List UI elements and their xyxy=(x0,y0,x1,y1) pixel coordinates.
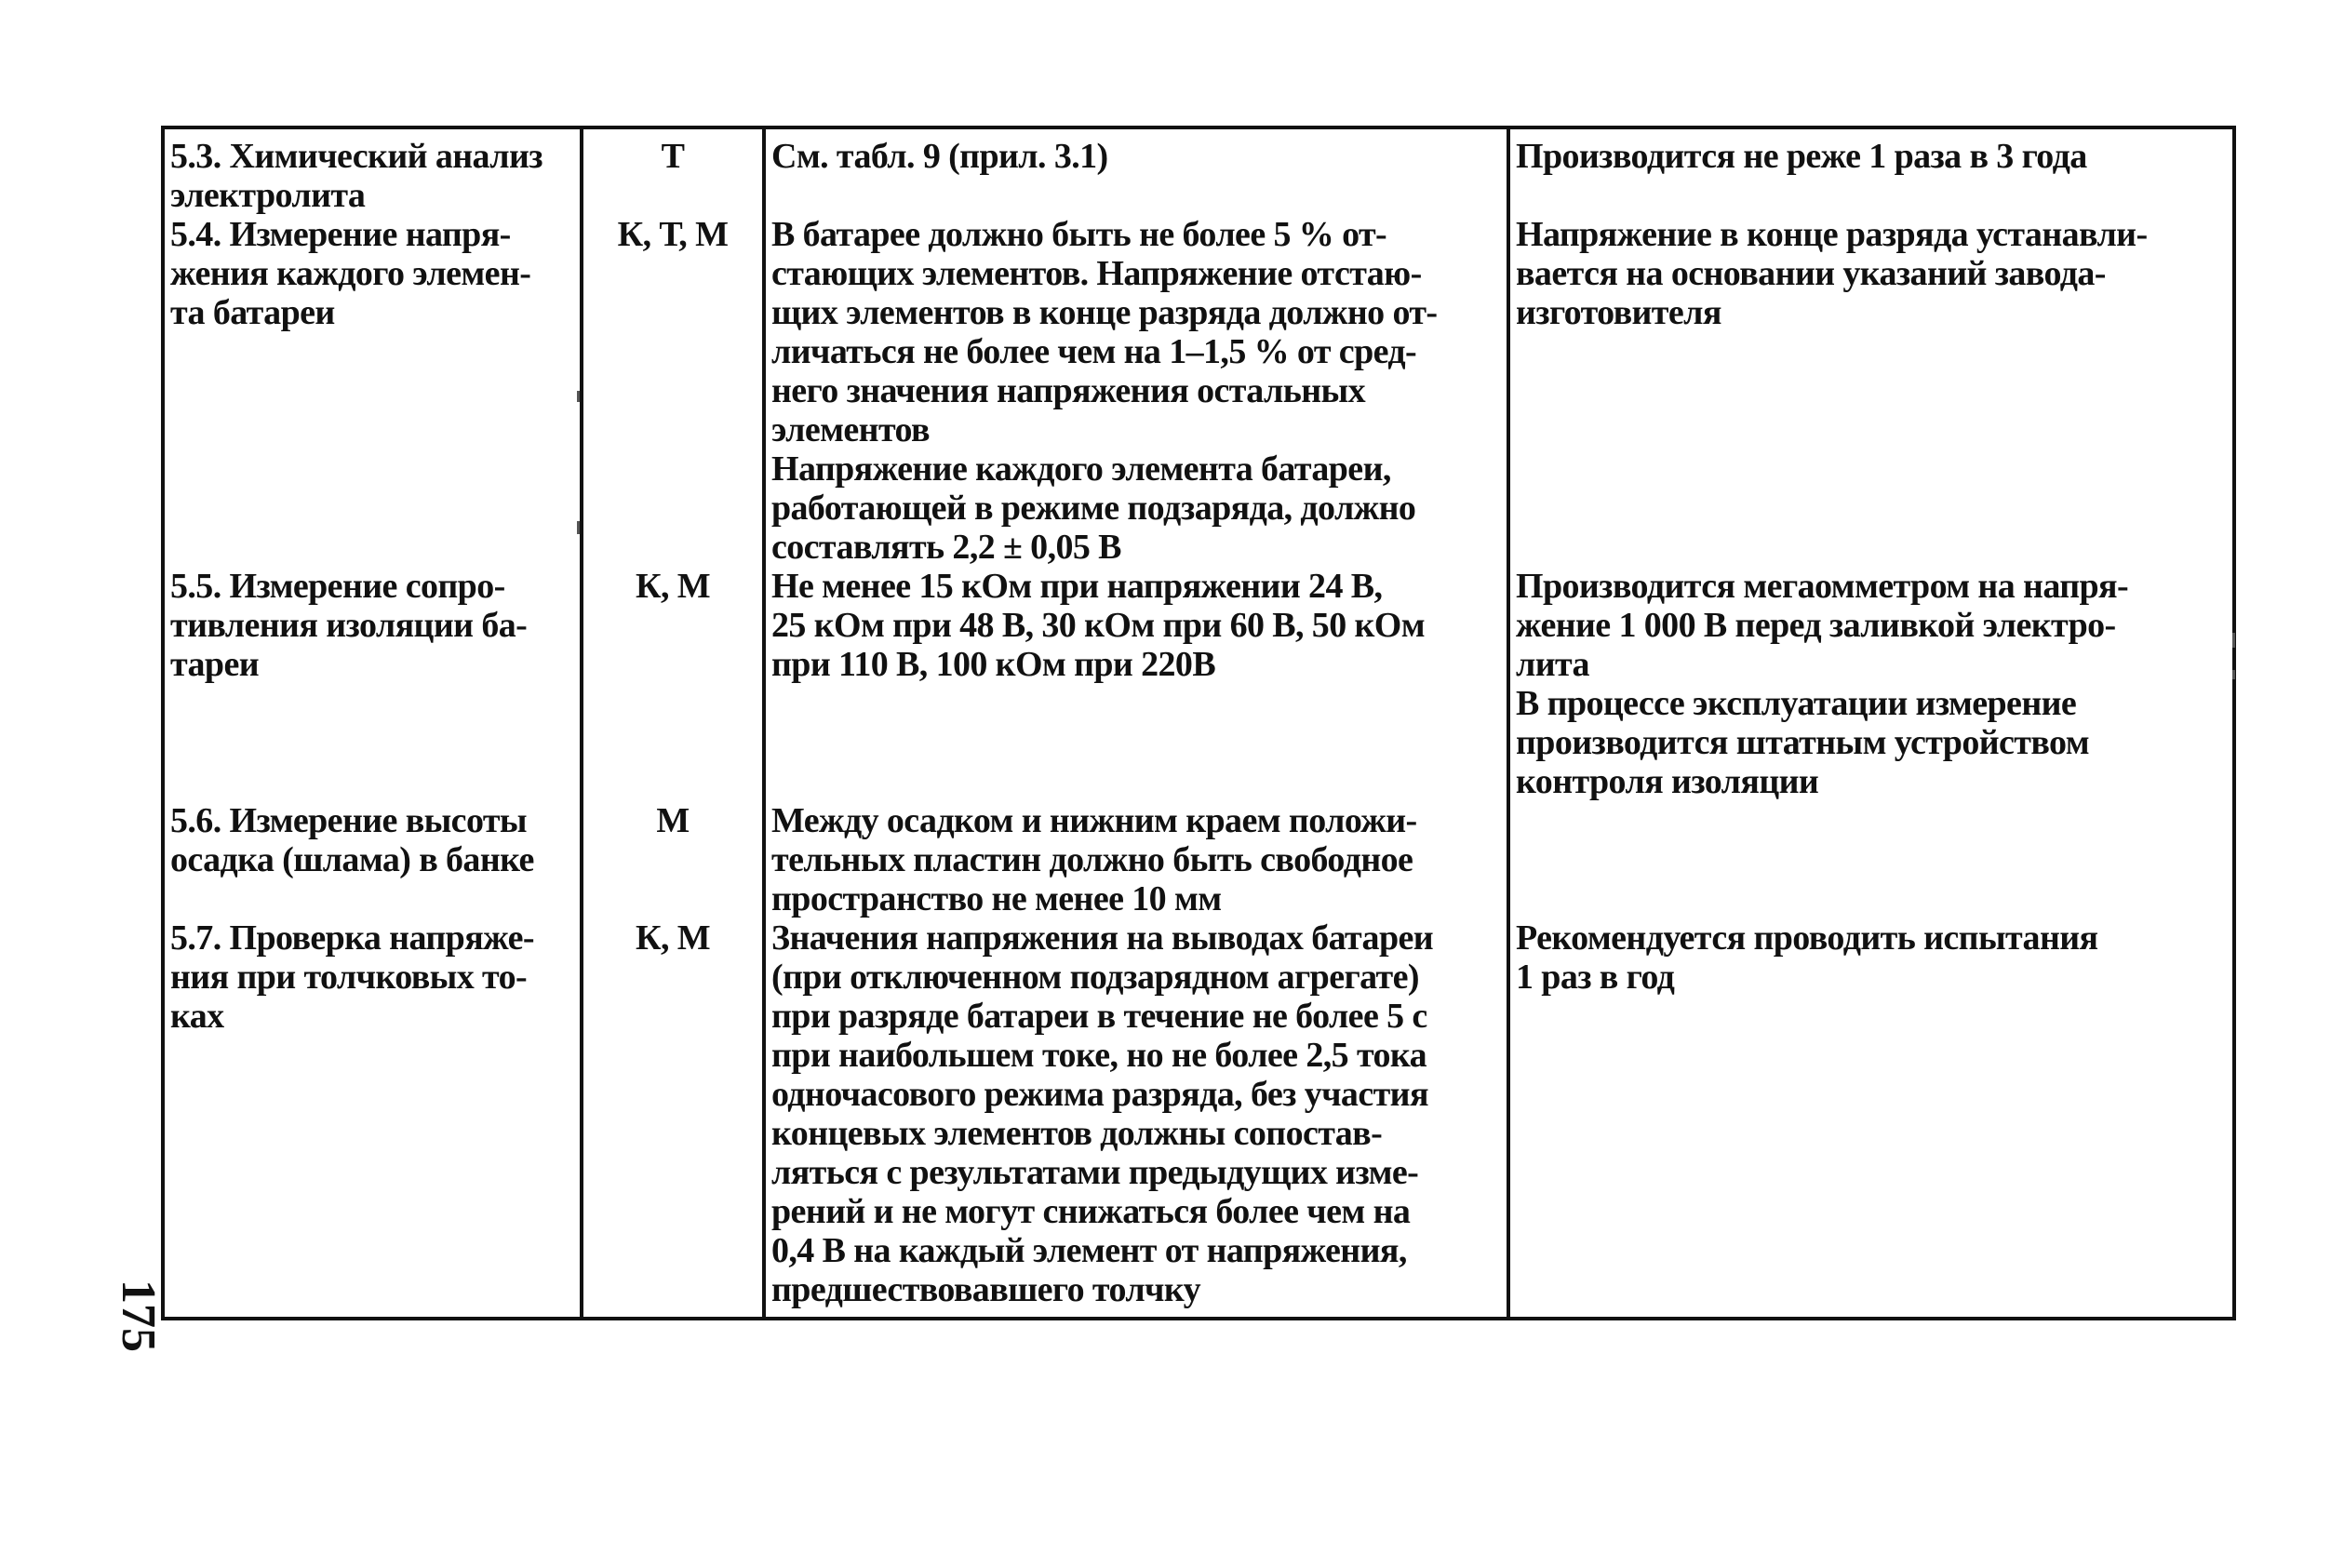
table-row xyxy=(163,918,2234,1319)
test-code-cell: К, М xyxy=(582,567,764,801)
table-row xyxy=(163,567,2234,801)
test-code-cell: К, М xyxy=(582,918,764,1319)
test-note-cell: Производится мегаомметром на напря- жение 1 000 В перед заливкой электро- лита В процессе эксплуатации измерение производится штатным устройством контроля изоляции xyxy=(1508,567,2234,801)
test-note-cell: Рекомендуется проводить испытания 1 раз в год xyxy=(1508,918,2234,1319)
scan-artifact xyxy=(2232,633,2235,648)
test-code-cell: Т xyxy=(582,127,764,215)
test-item-cell: 5.3. Химический анализ электролита xyxy=(163,127,582,215)
test-note-cell: Производится не реже 1 раза в 3 года xyxy=(1508,127,2234,215)
test-norm-cell: Не менее 15 кОм при напряжении 24 В, 25 кОм при 48 В, 30 кОм при 60 В, 50 кОм при 110 В, 100 кОм при 220В xyxy=(764,567,1508,801)
scan-artifact xyxy=(577,391,580,402)
table-row xyxy=(163,215,2234,567)
test-note-cell: Напряжение в конце разряда устанавли- вается на основании указаний завода- изготовителя xyxy=(1508,215,2234,567)
test-item-cell: 5.5. Измерение сопро- тивления изоляции ба- тареи xyxy=(163,567,582,801)
test-item-cell: 5.6. Измерение высоты осадка (шлама) в банке xyxy=(163,801,582,918)
test-code-cell: К, Т, М xyxy=(582,215,764,567)
test-item-cell: 5.7. Проверка напряже- ния при толчковых то- ках xyxy=(163,918,582,1319)
scan-artifact xyxy=(2232,670,2235,679)
table-row xyxy=(163,127,2234,215)
scan-artifact xyxy=(577,521,580,534)
test-note-cell xyxy=(1508,801,2234,918)
test-norm-cell: См. табл. 9 (прил. 3.1) xyxy=(764,127,1508,215)
test-norm-cell: Между осадком и нижним краем положи- тельных пластин должно быть свободное пространство не менее 10 мм xyxy=(764,801,1508,918)
table-row xyxy=(163,801,2234,918)
test-item-cell: 5.4. Измерение напря- жения каждого элемен- та батареи xyxy=(163,215,582,567)
test-norm-cell: Значения напряжения на выводах батареи (при отключенном подзарядном агрегате) при разряде батареи в течение не более 5 с при наибольшем токе, но не более 2,5 тока одночасового режима разряда, без участия концевых элементов должны сопостав- ляться с результатами предыдущих изме- рений и не могут снижаться более чем на 0,4 В на каждый элемент от напряжения, предшествовавшего толчку xyxy=(764,918,1508,1319)
battery-test-table xyxy=(161,126,2236,1320)
test-norm-cell: В батарее должно быть не более 5 % от- стающих элементов. Напряжение отстаю- щих элементов в конце разряда должно от- личаться не более чем на 1–1,5 % от сред- него значения напряжения остальных элементов Напряжение каждого элемента батареи, работающей в режиме подзаряда, должно составлять 2,2 ± 0,05 В xyxy=(764,215,1508,567)
page-number: 175 xyxy=(112,1280,165,1352)
test-code-cell: М xyxy=(582,801,764,918)
